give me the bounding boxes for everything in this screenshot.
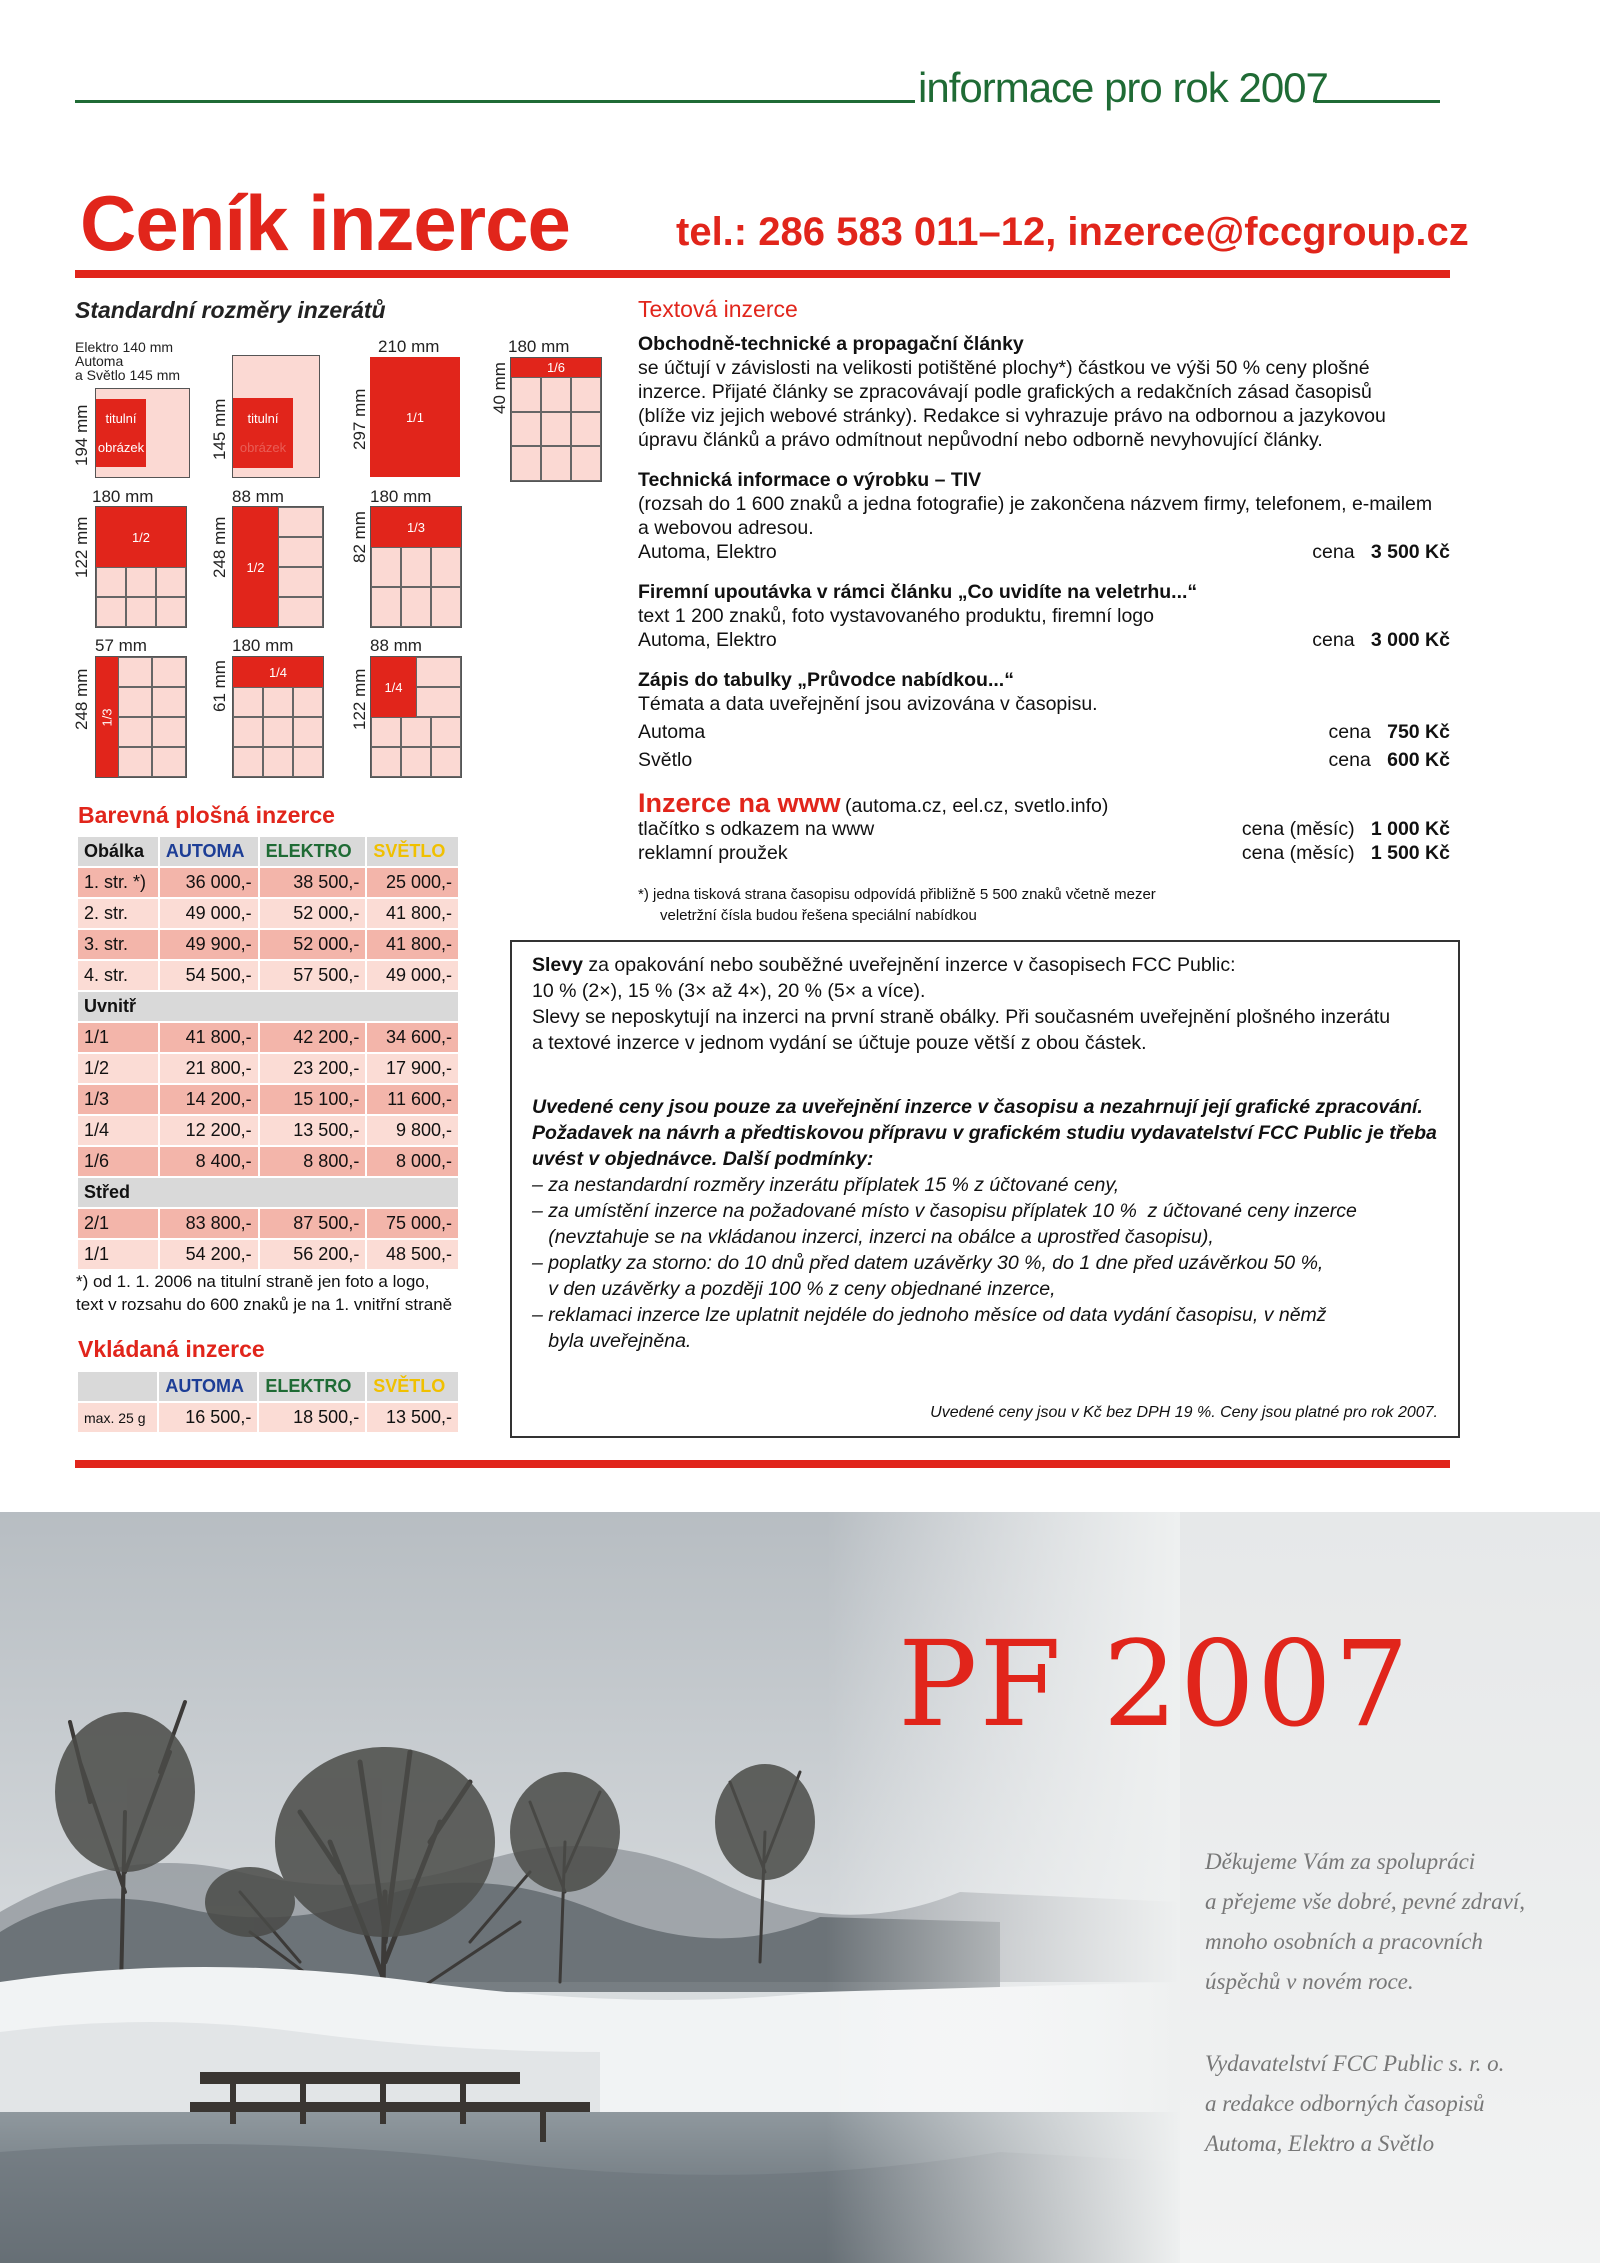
title-rule bbox=[75, 270, 1450, 278]
cover2-image-area: titulní obrázek bbox=[233, 398, 293, 468]
quarterb-height-label: 122 mm bbox=[350, 668, 369, 730]
web-row-price: cena (měsíc) 1 500 Kč bbox=[1241, 842, 1450, 864]
halfv-height-label: 248 mm bbox=[210, 516, 229, 578]
halfv-width-label: 88 mm bbox=[232, 487, 284, 506]
quarter-width-label: 180 mm bbox=[232, 636, 294, 655]
third-height-label: 82 mm bbox=[350, 511, 369, 563]
colour-ads-footnote: *) od 1. 1. 2006 na titulní straně jen foto a logo, text v rozsahu do 600 znaků je na 1. vnitřní straně bbox=[76, 1272, 453, 1314]
guide-row-name: Světlo bbox=[638, 749, 693, 771]
section-title: informace pro rok 2007 bbox=[918, 64, 1328, 111]
column-header: Obálka bbox=[84, 841, 145, 861]
table-group-row: Střed bbox=[78, 1178, 458, 1207]
discount-line-rest: za opakování nebo souběžné uveřejnění inzerce v časopisech FCC Public: bbox=[582, 954, 1236, 976]
header-rule-left bbox=[75, 100, 915, 103]
header-rule-right bbox=[1315, 100, 1440, 103]
bottom-rule bbox=[75, 1460, 1450, 1468]
inserts-table bbox=[76, 1370, 460, 1434]
quarterb-ad-box bbox=[370, 656, 462, 778]
third-ad-box bbox=[370, 506, 462, 628]
half-ad-box bbox=[95, 506, 187, 628]
sign-magazines: Automa, Elektro bbox=[638, 629, 777, 651]
discount-line: 10 % (2×), 15 % (3× až 4×), 20 % (5× a více). bbox=[532, 980, 926, 1002]
sixth-width-label: 180 mm bbox=[508, 337, 570, 356]
discount-line: Slevy za opakování nebo souběžné uveřejnění inzerce v časopisech FCC Public: bbox=[532, 954, 1236, 976]
web-row-price: cena (měsíc) 1 000 Kč bbox=[1241, 818, 1450, 840]
table-row: max. 25 g 16 500,- 18 500,- 13 500,- bbox=[78, 1403, 458, 1432]
conditions-line: – za umístění inzerce na požadované místo v časopisu příplatek 10 % z účtované ceny inzerce bbox=[532, 1200, 1357, 1222]
text-ads-heading: Textová inzerce bbox=[638, 296, 798, 322]
table-row: 1. str. *) 36 000,- 38 500,- 25 000,- bbox=[78, 868, 458, 897]
table-row: 1/3 14 200,- 15 100,- 11 600,- bbox=[78, 1085, 458, 1114]
quarterb-ad-fill: 1/4 bbox=[371, 657, 416, 717]
web-row-name: tlačítko s odkazem na www bbox=[638, 818, 875, 840]
conditions-line: v den uzávěrky a později 100 % z ceny objednané inzerce, bbox=[532, 1278, 1056, 1300]
sixth-ad-box bbox=[510, 357, 602, 482]
column-header: SVĚTLO bbox=[373, 1376, 446, 1396]
table-header-row bbox=[78, 1372, 458, 1401]
table-row: 1/2 21 800,- 23 200,- 17 900,- bbox=[78, 1054, 458, 1083]
greeting-signature: Vydavatelství FCC Public s. r. o. a redakce odborných časopisů Automa, Elektro a Světlo bbox=[1205, 2051, 1505, 2156]
quarter-ad-fill: 1/4 bbox=[233, 657, 323, 687]
full-ad-box bbox=[370, 357, 460, 477]
guide-text: Témata a data uveřejnění jsou avizována v časopisu. bbox=[638, 693, 1098, 715]
quarterb-width-label: 88 mm bbox=[370, 636, 422, 655]
cover-image-area: titulní obrázek bbox=[96, 399, 146, 467]
table-header-row bbox=[78, 837, 458, 866]
table-group-row: Uvnitř bbox=[78, 992, 458, 1021]
web-row-name: reklamní proužek bbox=[638, 842, 788, 864]
sixth-height-label: 40 mm bbox=[490, 362, 509, 414]
table-row: 1/1 54 200,- 56 200,- 48 500,- bbox=[78, 1240, 458, 1269]
tiv-text: (rozsah do 1 600 znaků a jedna fotografie) je zakončena názvem firmy, telefonem, e-mailem a webovou adresou. bbox=[638, 493, 1433, 539]
cover2-height-label: 145 mm bbox=[210, 398, 229, 460]
sign-price: cena 3 000 Kč bbox=[1312, 629, 1450, 651]
guide-row-price: cena 600 Kč bbox=[1328, 749, 1450, 771]
tiv-title: Technická informace o výrobku – TIV bbox=[638, 469, 982, 491]
thirdv-ad-box bbox=[95, 656, 187, 778]
column-header: AUTOMA bbox=[165, 1376, 245, 1396]
thirdv-width-label: 57 mm bbox=[95, 636, 147, 655]
thirdv-height-label: 248 mm bbox=[72, 668, 91, 730]
tiv-price: cena 3 500 Kč bbox=[1312, 541, 1450, 563]
quarter-ad-box bbox=[232, 656, 324, 778]
web-heading: Inzerce na www (automa.cz, eel.cz, svetlo.info) bbox=[638, 788, 1109, 818]
conditions-line: – za nestandardní rozměry inzerátu příplatek 15 % z účtované ceny, bbox=[532, 1174, 1120, 1196]
discount-line: Slevy se neposkytují na inzerci na první straně obálky. Při současném uveřejnění plošného inzerátu bbox=[532, 1006, 1391, 1028]
conditions-line: byla uveřejněna. bbox=[532, 1330, 692, 1352]
table-row: 3. str. 49 900,- 52 000,- 41 800,- bbox=[78, 930, 458, 959]
full-height-label: 297 mm bbox=[350, 388, 369, 450]
articles-title: Obchodně-technické a propagační články bbox=[638, 333, 1024, 355]
halfv-ad-box bbox=[232, 506, 324, 628]
page-title: Ceník inzerce bbox=[80, 179, 570, 267]
vat-note: Uvedené ceny jsou v Kč bez DPH 19 %. Ceny jsou platné pro rok 2007. bbox=[930, 1404, 1438, 1421]
half-ad-fill: 1/2 bbox=[96, 507, 186, 567]
pf-greeting-title: PF 2007 bbox=[898, 1615, 1412, 1753]
third-width-label: 180 mm bbox=[370, 487, 432, 506]
cover2-ad-box bbox=[232, 355, 320, 478]
table-row: 2/1 83 800,- 87 500,- 75 000,- bbox=[78, 1209, 458, 1238]
inserts-heading: Vkládaná inzerce bbox=[78, 1336, 265, 1362]
contact-info: tel.: 286 583 011–12, inzerce@fccgroup.cz bbox=[676, 210, 1469, 254]
table-row: 1/4 12 200,- 13 500,- 9 800,- bbox=[78, 1116, 458, 1145]
sizes-heading: Standardní rozměry inzerátů bbox=[75, 297, 386, 323]
third-ad-fill: 1/3 bbox=[371, 507, 461, 547]
sign-text: text 1 200 znaků, foto vystavovaného produktu, firemní logo bbox=[638, 605, 1154, 627]
colour-ads-table bbox=[76, 835, 460, 1271]
half-height-label: 122 mm bbox=[72, 516, 91, 578]
full-width-label: 210 mm bbox=[378, 337, 440, 356]
column-header: AUTOMA bbox=[165, 841, 245, 861]
column-header: ELEKTRO bbox=[265, 841, 352, 861]
greeting-text: Děkujeme Vám za spolupráci a přejeme vše dobré, pevné zdraví, mnoho osobních a pracovních úspěchů v novém roce. bbox=[1205, 1849, 1525, 1994]
web-footnote: *) jedna tisková strana časopisu odpovídá přibližně 5 500 znaků včetně mezer veletržní čísla budou řešena speciální nabídkou bbox=[638, 886, 1156, 924]
cover-height-label: 194 mm bbox=[72, 404, 91, 466]
cover-note: Elektro 140 mm Automa a Světlo 145 mm bbox=[75, 339, 181, 383]
conditions-line: – reklamaci inzerce lze uplatnit nejdéle do jednoho měsíce od data vydání časopisu, v němž bbox=[532, 1304, 1327, 1326]
full-ad-fill: 1/1 bbox=[370, 357, 460, 477]
thirdv-ad-fill: 1/3 bbox=[96, 657, 118, 777]
sign-title: Firemní upoutávka v rámci článku „Co uvidíte na veletrhu...“ bbox=[638, 581, 1198, 603]
tiv-magazines: Automa, Elektro bbox=[638, 541, 777, 563]
column-header: SVĚTLO bbox=[373, 841, 446, 861]
conditions-line: (nevztahuje se na vkládanou inzerci, inzerci na obálce a uprostřed časopisu), bbox=[532, 1226, 1214, 1248]
half-width-label: 180 mm bbox=[92, 487, 154, 506]
colour-ads-heading: Barevná plošná inzerce bbox=[78, 802, 335, 828]
discounts-box bbox=[510, 940, 1460, 1438]
halfv-ad-fill: 1/2 bbox=[233, 507, 278, 627]
table-row: 4. str. 54 500,- 57 500,- 49 000,- bbox=[78, 961, 458, 990]
sixth-ad-fill: 1/6 bbox=[511, 358, 601, 377]
table-row: 1/6 8 400,- 8 800,- 8 000,- bbox=[78, 1147, 458, 1176]
table-row: 1/1 41 800,- 42 200,- 34 600,- bbox=[78, 1023, 458, 1052]
conditions-line: Uvedené ceny jsou pouze za uveřejnění inzerce v časopisu a nezahrnují její grafické zpracování. bbox=[532, 1096, 1423, 1118]
quarter-height-label: 61 mm bbox=[210, 660, 229, 712]
conditions-line: uvést v objednávce. Další podmínky: bbox=[532, 1148, 874, 1170]
guide-row-name: Automa bbox=[638, 721, 706, 743]
discount-line: a textové inzerce v jednom vydání se účtuje pouze větší z obou částek. bbox=[532, 1032, 1147, 1054]
articles-text: se účtují v závislosti na velikosti potištěné plochy*) částkou ve výši 50 % ceny plošné inzerce. Přijaté články se zpracovávají podle grafických a redakčních zásad časopisů (blíže viz jejich webové stránky). Redakce si vyhrazuje právo na odbornou a jazykovou úpravu článků a právo odmítnout nepůvodní nebo odborně nevyhovující články. bbox=[638, 357, 1386, 451]
cover-ad-box bbox=[95, 388, 190, 478]
guide-title: Zápis do tabulky „Průvodce nabídkou...“ bbox=[638, 669, 1014, 691]
guide-row-price: cena 750 Kč bbox=[1328, 721, 1450, 743]
conditions-line: Požadavek na návrh a předtiskovou přípravu v grafickém studiu vydavatelství FCC Public je třeba bbox=[532, 1122, 1437, 1144]
conditions-line: – poplatky za storno: do 10 dnů před datem uzávěrky 30 %, do 1 dne před uzávěrkou 50 %, bbox=[532, 1252, 1324, 1274]
table-row: 2. str. 49 000,- 52 000,- 41 800,- bbox=[78, 899, 458, 928]
column-header: ELEKTRO bbox=[265, 1376, 352, 1396]
